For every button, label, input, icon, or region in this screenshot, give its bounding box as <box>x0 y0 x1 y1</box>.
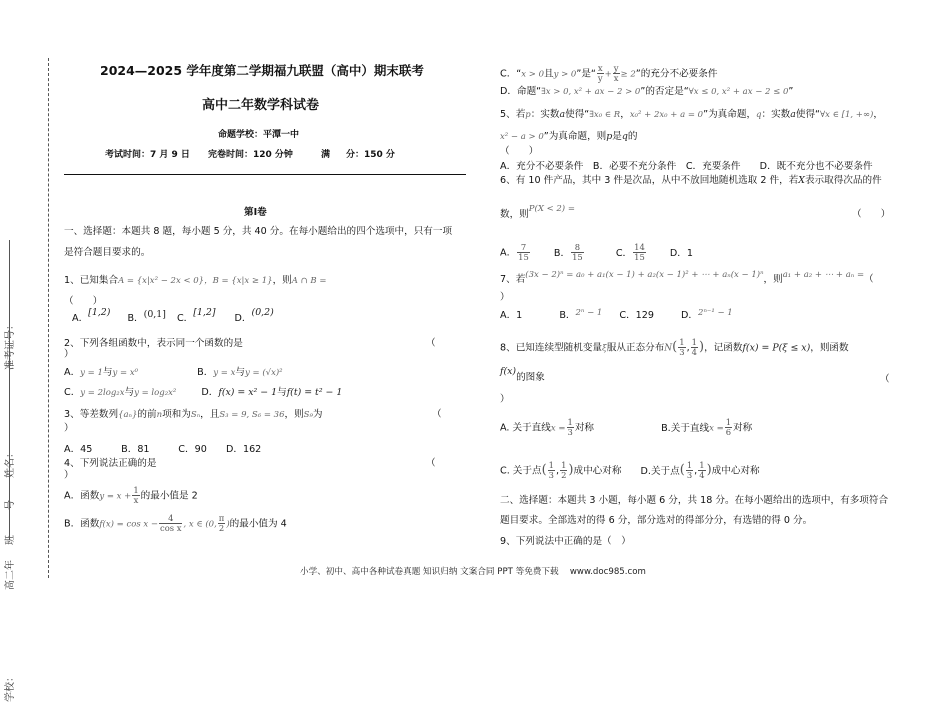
q2-paren-close: ） <box>64 349 74 360</box>
exam-subtitle: 高中二年数学科试卷 <box>202 98 320 113</box>
q7-options: A．1 B．2ⁿ − 1 C．129 D．2ⁿ⁻¹ − 1 <box>500 308 733 321</box>
exam-title: 2024—2025 学年度第二学期福九联盟（高中）期末联考 <box>100 63 424 78</box>
q5-stem-2: x² − a > 0”为真命题，则p是q的 <box>500 131 638 142</box>
q3-paren: （ <box>432 409 442 420</box>
q6-stem: 6、有 10 件产品，其中 3 件是次品，从中不放回地随机选取 2 件，若X表示取得次品的件 <box>500 175 882 186</box>
q6-paren: （ ） <box>852 209 891 220</box>
q4-option-a: A．函数y = x + $\frac{1}{x}$ 的最小值是 2 <box>64 485 198 505</box>
q7-paren: （ <box>864 274 874 285</box>
exam-time: 考试时间：7 月 9 日 <box>105 150 190 160</box>
q7-stem: 7、若(3x − 2)ⁿ = a₀ + a₁(x − 1) + a₂(x − 1)² + ⋯ + aₙ(x − 1)ⁿ，则a₁ + a₂ + ⋯ + aₙ = <box>500 270 865 285</box>
q4-stem: 4、下列说法正确的是 <box>64 458 157 469</box>
q5-paren: （ ） <box>500 146 539 157</box>
q8-options-cd: C. 关于点( $\frac{1}{3}$ , $\frac{1}{2}$ )成中心对称 D.关于点( $\frac{1}{3}$ , $\frac{1}{4}$ )成中心对称 <box>500 460 760 480</box>
q4-option-c: C．“x > 0且y > 0”是“ $\frac{x}{y}$ + $\frac{y}{x}$ ≥ 2”的充分不必要条件 <box>500 63 718 83</box>
q9-stem: 9、下列说法中正确的是（ ） <box>500 536 631 547</box>
q8-paren-close: ） <box>500 394 510 405</box>
section-two-intro-2: 题目要求。全部选对的得 6 分，部分选对的得部分分，有选错的得 0 分。 <box>500 515 813 526</box>
name-label: 姓名： <box>5 448 16 478</box>
q2-paren: （ <box>426 338 436 349</box>
part-one-title: 第Ⅰ卷 <box>244 207 267 218</box>
q4-paren: （ <box>426 458 436 469</box>
class-number-label: 号 <box>5 500 16 510</box>
q3-stem: 3、等差数列{aₙ}的前n项和为Sₙ，且S₃ = 9, S₆ = 36，则S₉为 <box>64 409 323 420</box>
q3-options: A．45 B．81 C．90 D．162 <box>64 444 262 455</box>
q1-stem: 1、已知集合A = {x|x² − 2x < 0}，B = {x|x ≥ 1}，则A ∩ B = <box>64 275 327 286</box>
q8-stem: 8、已知连续型随机变量ξ服从正态分布N( $\frac{1}{3}$ , $\frac{1}{4}$ )，记函数f(x) = P(ξ ≤ x)，则函数 <box>500 337 849 357</box>
q2-options-cd: C．y = 2log₂x与y = log₂x² D．f(x) = x² − 1与f(t) = t² − 1 <box>64 387 343 398</box>
school-label: 学校： <box>5 672 16 702</box>
grade-label: 高二年 <box>5 560 16 590</box>
q2-options-ab: A．y = 1与y = x⁰ B．y = x与y = (√x)² <box>64 367 283 378</box>
q8-stem-2: f(x)的图象 <box>500 366 545 383</box>
exam-duration: 完卷时间：120 分钟 <box>208 150 293 160</box>
q1-options: A．[1,2) B．(0,1] C．[1,2] D．(0,2) <box>72 307 274 324</box>
score-label: 满 <box>321 150 331 160</box>
section-one-intro-2: 是符合题目要求的。 <box>64 247 151 258</box>
section-two-intro: 二、选择题：本题共 3 小题，每小题 6 分，共 18 分。在每小题给出的选项中，有多项符合 <box>500 495 889 506</box>
page-footer: 小学、初中、高中各种试卷真题 知识归纳 文案合同 PPT 等免费下载 www.doc985.com <box>300 567 646 577</box>
exam-school: 命题学校：平潭一中 <box>218 130 300 140</box>
q5-stem: 5、若p：实数a使得“∃x₀ ∈ R，x₀² + 2x₀ + a = 0”为真命题，q：实数a使得“∀x ∈ [1, +∞)， <box>500 109 883 120</box>
q7-paren-close: ） <box>500 292 510 303</box>
q6-stem-2: 数，则P(X < 2) = <box>500 204 575 220</box>
q4-option-d: D．命题“∃x > 0, x² + ax − 2 > 0”的否定是“∀x ≤ 0, x² + ax − 2 ≤ 0” <box>500 86 794 97</box>
q2-stem: 2、下列各组函数中，表示同一个函数的是 <box>64 338 243 349</box>
q3-paren-close: ） <box>64 423 74 434</box>
class-label: 班 <box>5 535 16 545</box>
q8-paren: （ <box>880 374 890 385</box>
section-one-intro: 一、选择题：本题共 8 题，每小题 5 分，共 40 分。在每小题给出的四个选项中，只有一项 <box>64 226 453 237</box>
q5-options: A．充分不必要条件 B．必要不充分条件 C．充要条件 D．既不充分也不必要条件 <box>500 161 873 172</box>
q6-options: A． $\frac{7}{15}$ B． $\frac{8}{15}$ C． $\frac{14}{15}$ D．1 <box>500 242 693 262</box>
exam-score: 分：150 分 <box>346 150 395 160</box>
q4-option-b: B．函数f(x) = cos x − $\frac{4}{\text{cos x}}$ , x ∈ (0, $\frac{\pi}{2}$ )的最小值为 4 <box>64 513 287 533</box>
q4-paren-close: ） <box>64 470 74 481</box>
q8-options-ab: A. 关于直线x = $\frac{1}{3}$ 对称 B.关于直线x = $\frac{1}{6}$ 对称 <box>500 417 753 437</box>
exam-number-label: 准考证号： <box>5 320 16 370</box>
q1-paren: （ ） <box>64 296 103 307</box>
